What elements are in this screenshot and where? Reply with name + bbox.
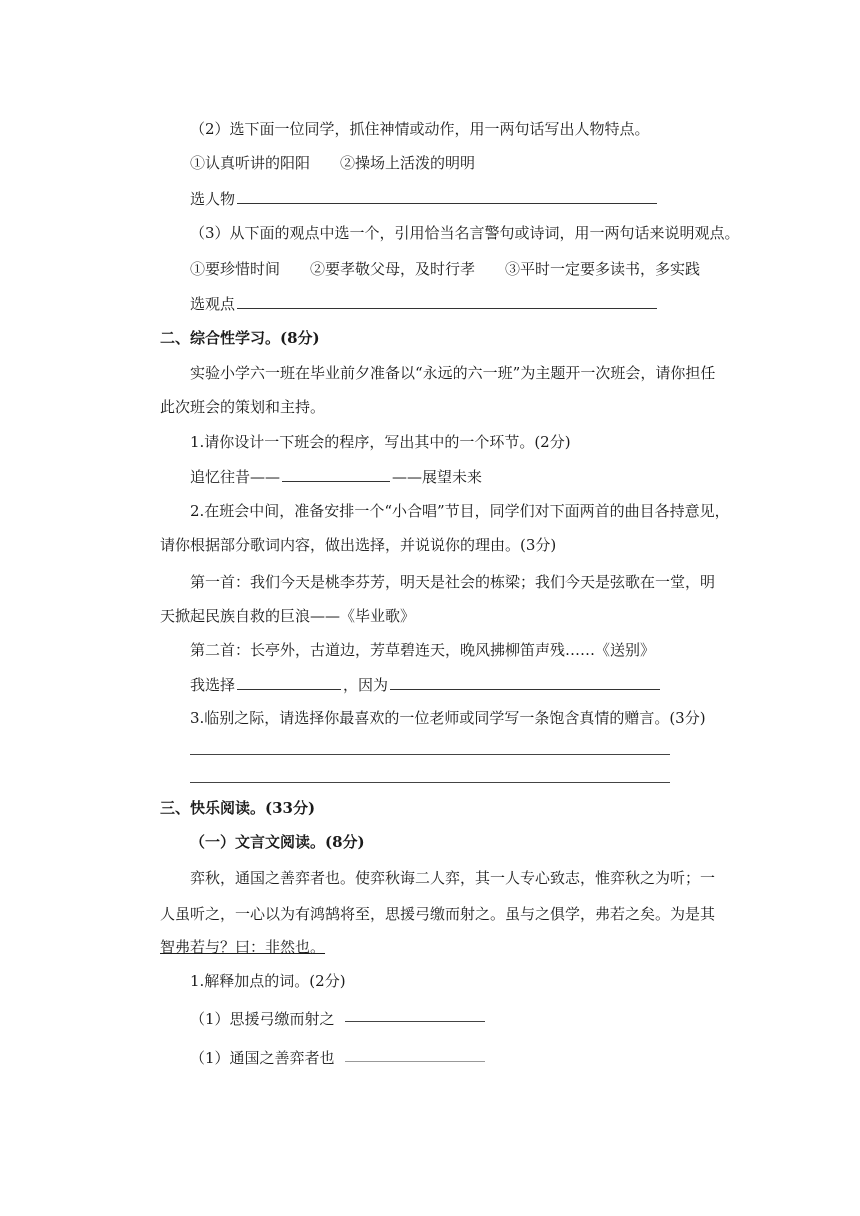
section3-q1: 1.解释加点的词。(2分) bbox=[190, 972, 346, 990]
section3-heading: 三、快乐阅读。(33分) bbox=[160, 799, 316, 817]
q3-prompt: （3）从下面的观点中选一个，引用恰当名言警句或诗词，用一两句话来说明观点。 bbox=[190, 224, 740, 242]
because-label: ，因为 bbox=[343, 676, 389, 694]
song2: 第二首：长亭外，古道边，芳草碧连天，晚风拂柳笛声残……《送别》 bbox=[190, 641, 656, 659]
passage-line1: 弈秋，通国之善弈者也。使弈秋诲二人弈，其一人专心致志，惟弈秋之为听；一 bbox=[190, 869, 716, 887]
choose-row bbox=[190, 673, 662, 696]
item1-left-label: 追忆往昔—— bbox=[190, 468, 281, 486]
section2-item1: 1.请你设计一下班会的程序，写出其中的一个环节。(2分) bbox=[190, 433, 571, 451]
choose-label: 我选择 bbox=[190, 676, 236, 694]
q2-fill-row bbox=[190, 187, 659, 210]
section2-intro-1: 实验小学六一班在毕业前夕准备以“永远的六一班”为主题开一次班会，请你担任 bbox=[190, 364, 716, 382]
section2-item3: 3.临别之际，请选择你最喜欢的一位老师或同学写一条饱含真情的赠言。(3分) bbox=[190, 709, 706, 727]
q1-a-row bbox=[190, 1008, 335, 1030]
section2-item2-1: 2.在班会中间，准备安排一个“小合唱”节目，同学们对下面两首的曲目各持意见， bbox=[190, 502, 730, 520]
q1-b-label: （1）通国之善弈者也 bbox=[190, 1049, 335, 1067]
q1-b-answer-blank[interactable] bbox=[345, 1061, 485, 1062]
q2-prompt: （2）选下面一位同学，抓住神情或动作，用一两句话写出人物特点。 bbox=[190, 120, 650, 138]
q3-options: ①要珍惜时间 ②要孝敬父母，及时行孝 ③平时一定要多读书，多实践 bbox=[190, 260, 701, 278]
section2-heading: 二、综合性学习。(8分) bbox=[160, 329, 320, 347]
section2-item2-2: 请你根据部分歌词内容，做出选择，并说说你的理由。(3分) bbox=[160, 536, 557, 554]
because-answer-blank[interactable] bbox=[390, 673, 660, 690]
choose-answer-blank[interactable] bbox=[237, 673, 341, 690]
item1-right-label: ——展望未来 bbox=[392, 468, 483, 486]
section2-intro-2: 此次班会的策划和主持。 bbox=[160, 398, 326, 416]
section3-sub1: （一）文言文阅读。(8分) bbox=[190, 833, 365, 851]
q2-answer-blank[interactable] bbox=[237, 187, 657, 204]
q3-answer-blank[interactable] bbox=[237, 292, 657, 309]
q1-a-answer-blank[interactable] bbox=[345, 1021, 485, 1022]
q3-fill-label: 选观点 bbox=[190, 295, 236, 313]
passage-line3: 智弗若与？曰：非然也。 bbox=[160, 938, 326, 956]
q1-b-row bbox=[190, 1047, 335, 1069]
song1-line1: 第一首：我们今天是桃李芬芳，明天是社会的栋梁；我们今天是弦歌在一堂，明 bbox=[190, 573, 716, 591]
q2-options: ①认真听讲的阳阳 ②操场上活泼的明明 bbox=[190, 154, 476, 172]
q3-fill-row bbox=[190, 292, 659, 315]
passage-line2: 人虽听之，一心以为有鸿鹄将至，思援弓缴而射之。虽与之俱学，弗若之矣。为是其 bbox=[160, 905, 716, 923]
song1-line2: 天掀起民族自救的巨浪——《毕业歌》 bbox=[160, 607, 416, 625]
item1-answer-blank[interactable] bbox=[282, 465, 390, 482]
q2-fill-label: 选人物 bbox=[190, 190, 236, 208]
answer-line-1[interactable] bbox=[190, 754, 670, 755]
answer-line-2[interactable] bbox=[190, 782, 670, 783]
q1-a-label: （1）思援弓缴而射之 bbox=[190, 1010, 335, 1028]
section2-item1-fill bbox=[190, 465, 482, 488]
